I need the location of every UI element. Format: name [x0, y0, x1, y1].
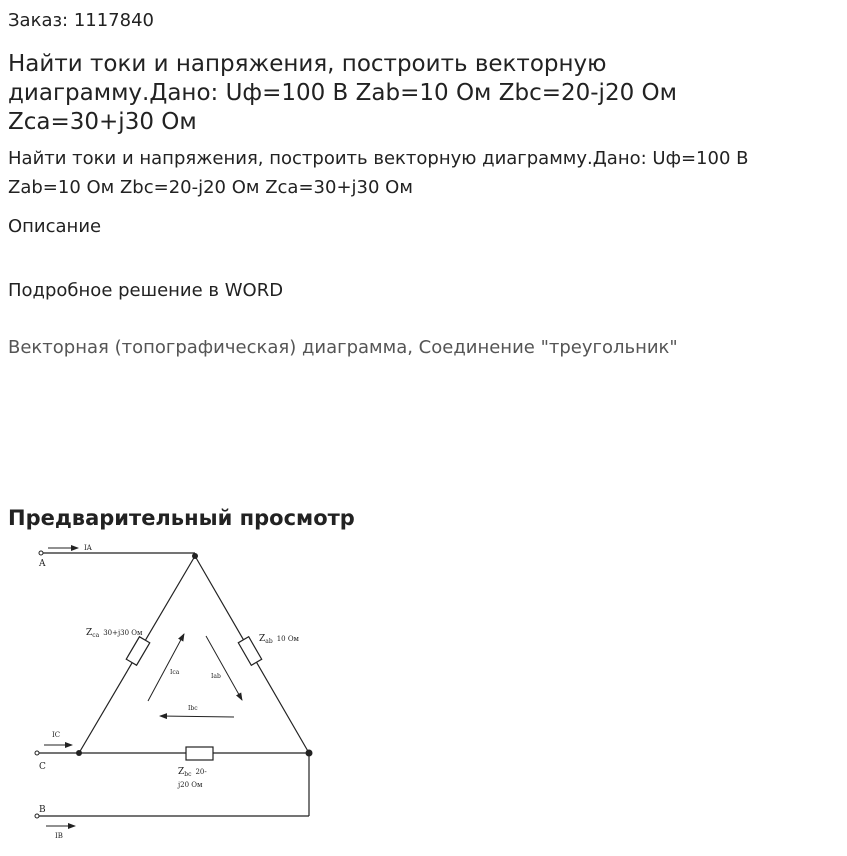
- arrow-ibc: [160, 716, 234, 717]
- resistor-bc: [186, 747, 213, 760]
- description-heading: Описание: [8, 216, 102, 237]
- label-ia: IA: [84, 544, 92, 552]
- label-b: B: [39, 805, 46, 815]
- tags-line: Векторная (топографическая) диаграмма, Соединение "треугольник": [8, 337, 678, 358]
- label-c: C: [39, 762, 46, 772]
- label-z-ab: $Z_{ab}$ $^{10 Ом}$: [259, 634, 300, 645]
- node-dot-right: [306, 750, 313, 757]
- label-ic: IC: [52, 731, 61, 739]
- label-z-bc: $Z_{bc}$ $^{20-}$: [178, 767, 207, 778]
- order-number: Заказ: 1117840: [8, 10, 154, 31]
- terminal-a: [39, 551, 43, 555]
- description-text: Подробное решение в WORD: [8, 280, 284, 301]
- label-ica: Ica: [170, 669, 180, 676]
- node-dot-top: [192, 553, 198, 559]
- page-title: Найти токи и напряжения, построить векторную диаграмму.Дано: Uф=100 В Zab=10 Ом Zbc=20-j20 Ом Zca=30+j30 Ом: [8, 51, 677, 135]
- task-subtitle: Найти токи и напряжения, построить векторную диаграмму.Дано: Uф=100 В Zab=10 Ом Zbc=20-j20 Ом Zca=30+j30 Ом: [8, 148, 749, 198]
- label-ib: IB: [55, 832, 63, 840]
- label-a: A: [39, 559, 46, 569]
- label-z-ca: $Z_{ca}$ $^{30+j30 Ом}$: [86, 628, 143, 639]
- node-dot-left: [76, 750, 82, 756]
- arrow-iab: [206, 636, 242, 700]
- label-iab: Iab: [211, 673, 221, 680]
- preview-heading: Предварительный просмотр: [8, 506, 355, 530]
- label-ibc: Ibc: [188, 705, 198, 712]
- resistor-ca: [126, 637, 150, 665]
- circuit-diagram: [0, 538, 340, 856]
- terminal-c: [35, 751, 39, 755]
- label-z-bc-2: j20 Ом: [178, 781, 203, 789]
- arrow-ica: [148, 634, 184, 701]
